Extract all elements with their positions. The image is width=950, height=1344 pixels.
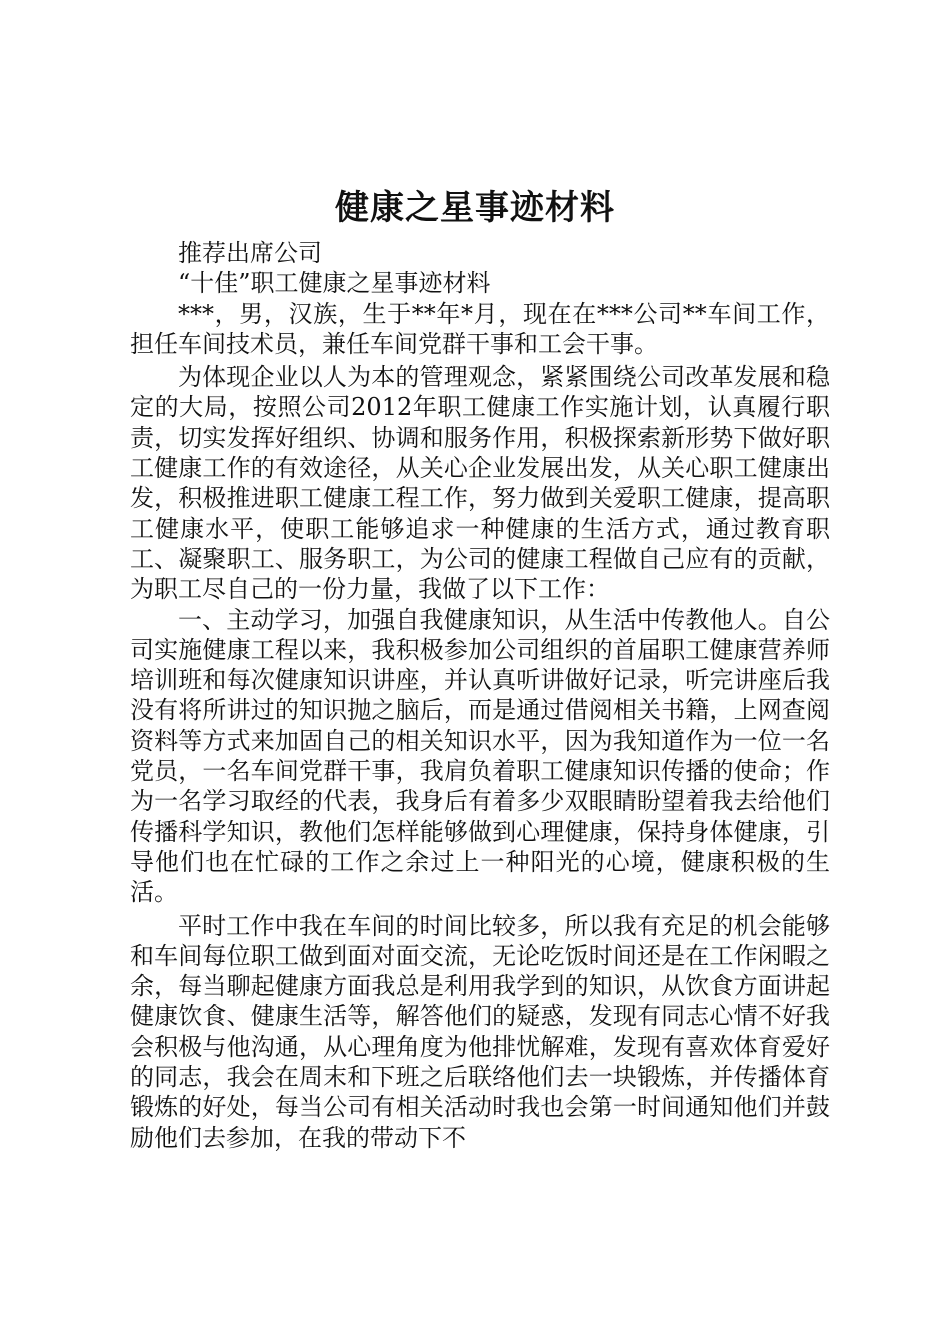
paragraph-section-one: 一、主动学习，加强自我健康知识，从生活中传教他人。自公司实施健康工程以来，我积极参加公司组织的首届职工健康营养师培训班和每次健康知识讲座，并认真听讲做好记录，听完讲座后我没有将所讲过的知识抛之脑后，而是通过借阅相关书籍，上网查阅资料等方式来加固自己的相关知识水平，因为我知道作为一位一名党员，一名车间党群干事，我肩负着职工健康知识传播的使命；作为一名学习取经的代表，我身后有着多少双眼睛盼望着我去给他们传播科学知识，教他们怎样能够做到心理健康，保持身体健康，引导他们也在忙碌的工作之余过上一种阳光的心境，健康积极的生活。	[130, 605, 830, 907]
paragraph-intro: ***，男，汉族，生于**年*月，现在在***公司**车间工作，担任车间技术员，兼任车间党群干事和工会干事。	[130, 299, 830, 358]
document-title: 健康之星事迹材料	[335, 188, 615, 228]
document-body	[130, 238, 830, 1153]
paragraph-daily-work: 平时工作中我在车间的时间比较多，所以我有充足的机会能够和车间每位职工做到面对面交流，无论吃饭时间还是在工作闲暇之余，每当聊起健康方面我总是利用我学到的知识，从饮食方面讲起健康饮食、健康生活等，解答他们的疑惑，发现有同志心情不好我会积极与他沟通，从心理角度为他排忧解难，发现有喜欢体育爱好的同志，我会在周末和下班之后联络他们去一块锻炼，并传播体育锻炼的好处，每当公司有相关活动时我也会第一时间通知他们并鼓励他们去参加，在我的带动下不	[130, 911, 830, 1152]
paragraph-subtitle: “十佳”职工健康之星事迹材料	[178, 269, 491, 298]
paragraph-purpose: 为体现企业以人为本的管理观念，紧紧围绕公司改革发展和稳定的大局，按照公司2012年职工健康工作实施计划，认真履行职责，切实发挥好组织、协调和服务作用，积极探索新形势下做好职工健康工作的有效途径，从关心企业发展出发，从关心职工健康出发，积极推进职工健康工程工作，努力做到关爱职工健康，提高职工健康水平，使职工能够追求一种健康的生活方式，通过教育职工、凝聚职工、服务职工，为公司的健康工程做自己应有的贡献，为职工尽自己的一份力量，我做了以下工作：	[130, 363, 830, 604]
paragraph-recommend: 推荐出席公司	[178, 239, 322, 267]
